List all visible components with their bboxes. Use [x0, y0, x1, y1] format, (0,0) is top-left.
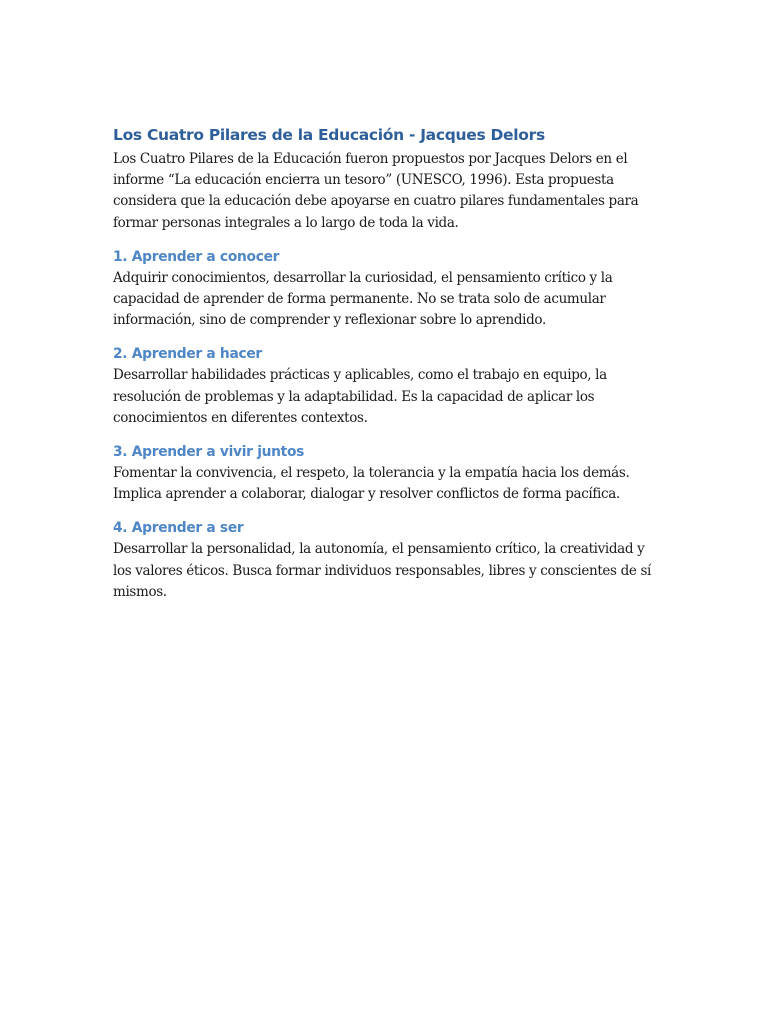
section-heading-aprender-a-conocer: 1. Aprender a conocer — [113, 248, 280, 265]
section-body-aprender-a-conocer: Adquirir conocimientos, desarrollar la curiosidad, el pensamiento crítico y la capacidad de aprender de forma permanente. No se trata solo de acumular información, sino de comprender y reflexionar sobre lo aprendido. — [113, 269, 613, 329]
intro-paragraph: Los Cuatro Pilares de la Educación fueron propuestos por Jacques Delors en el informe “La educación encierra un tesoro” (UNESCO, 1996). Esta propuesta considera que la educación debe apoyarse en cuatro pilares fundamentales para formar personas integrales a lo largo de toda la vida. — [113, 151, 639, 231]
section-heading-aprender-a-ser: 4. Aprender a ser — [113, 520, 244, 537]
section-body-aprender-a-vivir-juntos: Fomentar la convivencia, el respeto, la tolerancia y la empatía hacia los demás. Implica aprender a colaborar, dialogar y resolver conflictos de forma pacífica. — [113, 465, 630, 503]
section-heading-aprender-a-hacer: 2. Aprender a hacer — [113, 346, 262, 363]
document-page — [113, 124, 661, 603]
section-body-aprender-a-ser: Desarrollar la personalidad, la autonomía, el pensamiento crítico, la creatividad y los valores éticos. Busca formar individuos responsables, libres y conscientes de sí mismos. — [113, 541, 651, 600]
section-heading-aprender-a-vivir-juntos: 3. Aprender a vivir juntos — [113, 444, 305, 461]
document-title: Los Cuatro Pilares de la Educación - Jacques Delors — [113, 126, 545, 144]
section-body-aprender-a-hacer: Desarrollar habilidades prácticas y aplicables, como el trabajo en equipo, la resolución de problemas y la adaptabilidad. Es la capacidad de aplicar los conocimientos en diferentes contextos. — [113, 367, 607, 426]
